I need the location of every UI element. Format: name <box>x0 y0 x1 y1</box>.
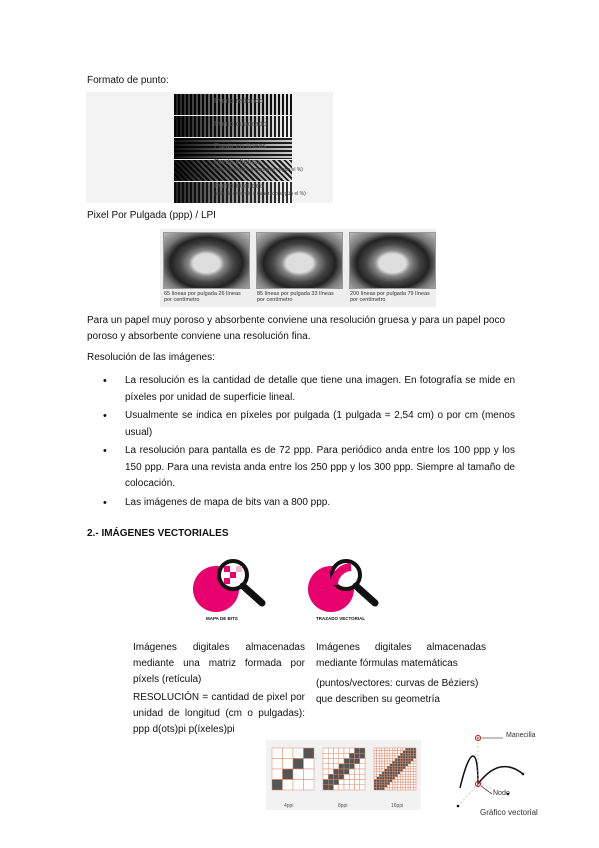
grid-label: 16ppi <box>391 803 404 809</box>
dot-note: (sale de elíptico a diamante según el %) <box>214 167 303 173</box>
pixel-grids-figure <box>266 740 421 810</box>
bullet-item: • La resolución para pantalla es de 72 ppp. Para periódico anda entre los 100 ppp y los 150 ppp. Para una revista anda entre los 250 ppp y los 300 ppp. Siempre al tamaño de colocación. <box>95 443 515 493</box>
bitmap-desc-2: RESOLUCIÓN = cantidad de pixel por unidad de longitud (cm o pulgadas): ppp d(ots)pi p(íxeles)pi <box>133 692 305 735</box>
bullet-item: • La resolución es la cantidad de detalle que tiene una imagen. En fotografía se mide en píxeles por unidad de superficie lineal. <box>95 373 515 406</box>
dot-label: Punto euclídeo <box>214 181 265 190</box>
vector-caption: TRAZADO VECTORIAL <box>316 616 366 621</box>
pixel-grid-16ppi <box>374 748 416 790</box>
pixel-grid-8ppi <box>323 748 365 790</box>
dot-format-figure <box>86 92 333 203</box>
resolution-heading: Resolución de las imágenes: <box>87 352 215 363</box>
portrait-65lpi <box>163 232 250 289</box>
dot-label: Punto cuadrado <box>214 119 267 128</box>
dot-format-heading: Formato de punto: <box>87 75 169 86</box>
grid-label: 4ppi <box>284 803 294 809</box>
bullet-item: • Usualmente se indica en píxeles por pulgada (1 pulgada = 2,54 cm) o por cm (menos usual) <box>95 408 515 441</box>
vector-desc-1: Imágenes digitales almacenadas mediante fórmulas matemáticas <box>316 642 486 669</box>
lpi-figure <box>160 229 436 307</box>
lpi-caption: 65 líneas por pulgada 26 líneas por centímetro <box>164 291 241 303</box>
bitmap-desc-1: Imágenes digitales almacenadas mediante una matriz formada por píxels (retícula) <box>133 642 305 685</box>
portrait-200lpi <box>349 232 436 289</box>
portrait-85lpi <box>256 232 343 289</box>
magnifier-illustration <box>186 555 426 633</box>
bezier-figure <box>448 726 573 816</box>
resolution-bullets <box>95 373 515 513</box>
dot-label: Punto elíptico <box>214 157 260 166</box>
dot-label: Punto redondo <box>214 96 264 105</box>
paper-paragraph: Para un papel muy poroso y absorbente conviene una resolución gruesa y para un papel poco poroso y absorbente conviene una resolución fina. <box>87 315 506 342</box>
vector-desc-2: (puntos/vectores: curvas de Béziers) que describen su geometría <box>316 678 479 705</box>
bullet-item: • Las imágenes de mapa de bits van a 800 ppp. <box>95 495 515 512</box>
dot-label: Punto en líneas <box>214 141 267 150</box>
lpi-caption: 200 líneas por pulgada 79 líneas por centímetro <box>350 291 430 303</box>
lpi-caption: 85 líneas por pulgada 33 líneas por centímetro <box>257 291 334 303</box>
bitmap-caption: MAPA DE BITS <box>206 616 238 621</box>
dot-note: (sale de redondo a cuadrado según el %) <box>214 191 306 197</box>
bezier-caption: Gráfico vectorial <box>480 808 538 817</box>
handle-label: Manecilla <box>506 732 536 739</box>
section-heading: 2.- IMÁGENES VECTORIALES <box>87 528 229 539</box>
pixel-grid-4ppi <box>272 748 314 790</box>
ppi-heading: Pixel Por Pulgada (ppp) / LPI <box>87 210 216 221</box>
grid-label: 8ppi <box>338 803 348 809</box>
node-label: Nodo <box>493 790 510 797</box>
